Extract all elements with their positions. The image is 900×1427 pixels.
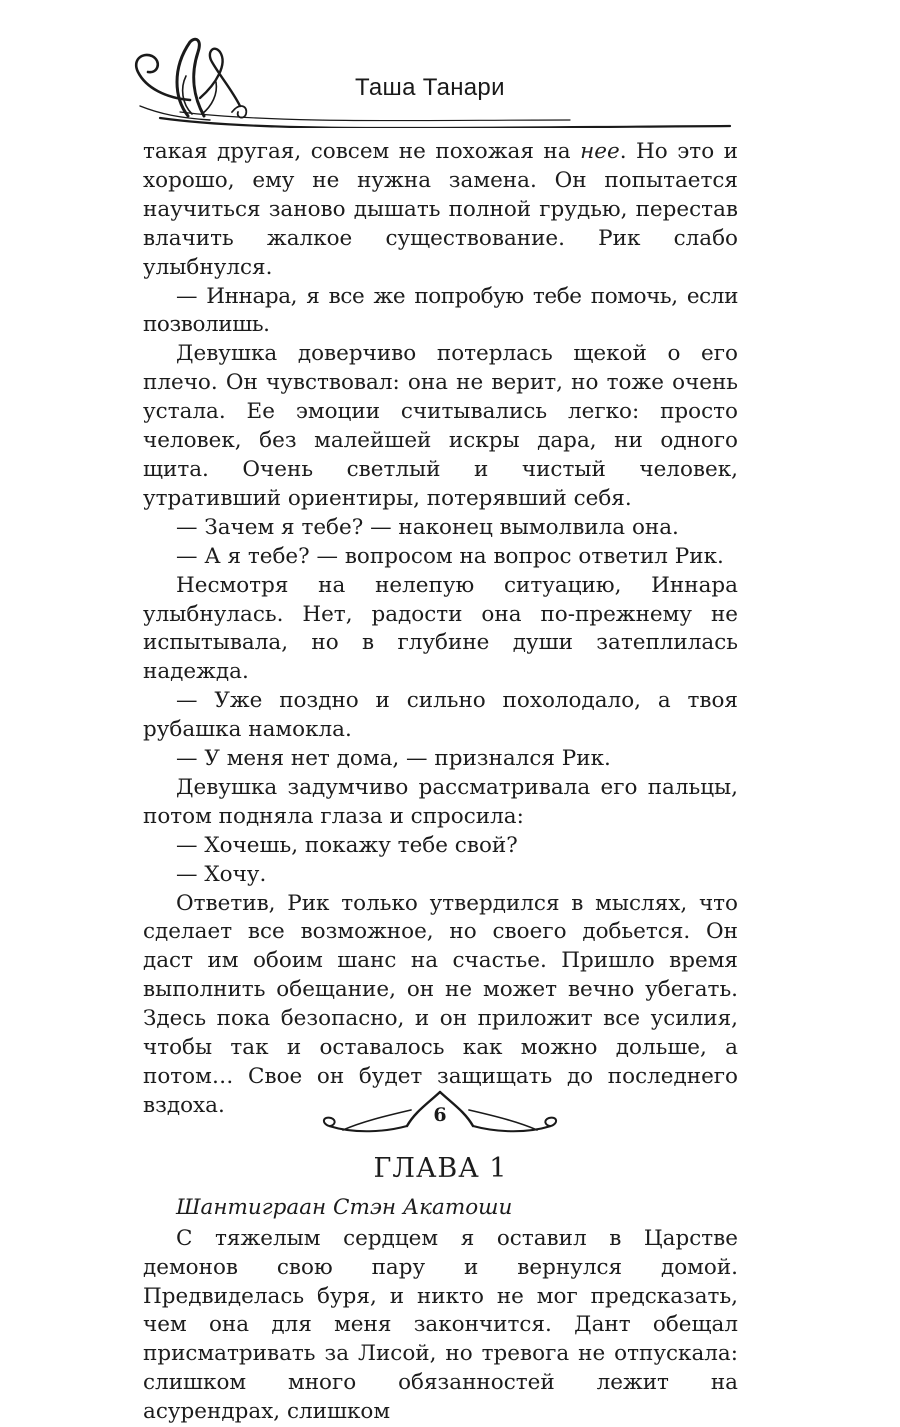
paragraph: Ответив, Рик только утвердился в мыслях, что сделает все возможное, но своего добьется. Он даст им обоим шанс на счастье. Пришло время выполнить обещание, он не может вечно убегать. Здесь пока безопасно, и он приложит все усилия, чтобы так и оставалось как можно дольше, а потом… Свое он будет защищать до последнего вздоха. [143,890,738,1118]
chapter-subtitle: Шантиграан Стэн Акатоши [176,1194,513,1220]
chapter-title: ГЛАВА 1 [373,1152,508,1184]
italic-text-run: нее [580,139,620,164]
text-run: . Но это и хорошо, ему не нужна замена. Он попытается научиться заново дышать полной грудью, перестав влачить жалкое существование. Рик слабо улыбнулся. [143,139,738,280]
paragraph: Девушка задумчиво рассматривала его пальцы, потом подняла глаза и спросила: [143,774,738,829]
page-number: 6 [433,1104,447,1126]
dialogue-line: — Иннара, я все же попробую тебе помочь, если позволишь. [143,283,738,338]
dialogue-line: — Хочу. [176,861,267,887]
dialogue-line: — Уже поздно и сильно похолодало, а твоя рубашка намокла. [143,688,738,743]
dialogue-line: — У меня нет дома, — признался Рик. [176,746,611,772]
dialogue-line: — Зачем я тебе? — наконец вымолвила она. [176,514,679,540]
paragraph: Несмотря на нелепую ситуацию, Иннара улыбнулась. Нет, радости она по-прежнему не испытывала, но в глубине души затеплилась надежда. [143,572,738,685]
text-run: такая другая, совсем не похожая на [143,139,581,164]
dialogue-line: — Хочешь, покажу тебе свой? [176,832,518,858]
main-text [143,138,738,1427]
paragraph [143,138,738,283]
dialogue-line: — А я тебе? — вопросом на вопрос ответил Рик. [176,543,724,569]
paragraph: Девушка доверчиво потерлась щекой о его плечо. Он чувствовал: она не верит, но тоже очень устала. Ее эмоции считывались легко: просто человек, без малейшей искры дара, ни одного щита. Очень светлый и чистый человек, утративший ориентиры, потерявший себя. [143,341,738,511]
running-header-author: Таша Танари [355,74,505,101]
paragraph: С тяжелым сердцем я оставил в Царстве демонов свою пару и вернулся домой. Предвиделась буря, и никто не мог предсказать, чем она для меня закончится. Дант обещал присматривать за Лисой, но тревога не отпускала: слишком много обязанностей лежит на асурендрах, слишком [143,1225,738,1425]
